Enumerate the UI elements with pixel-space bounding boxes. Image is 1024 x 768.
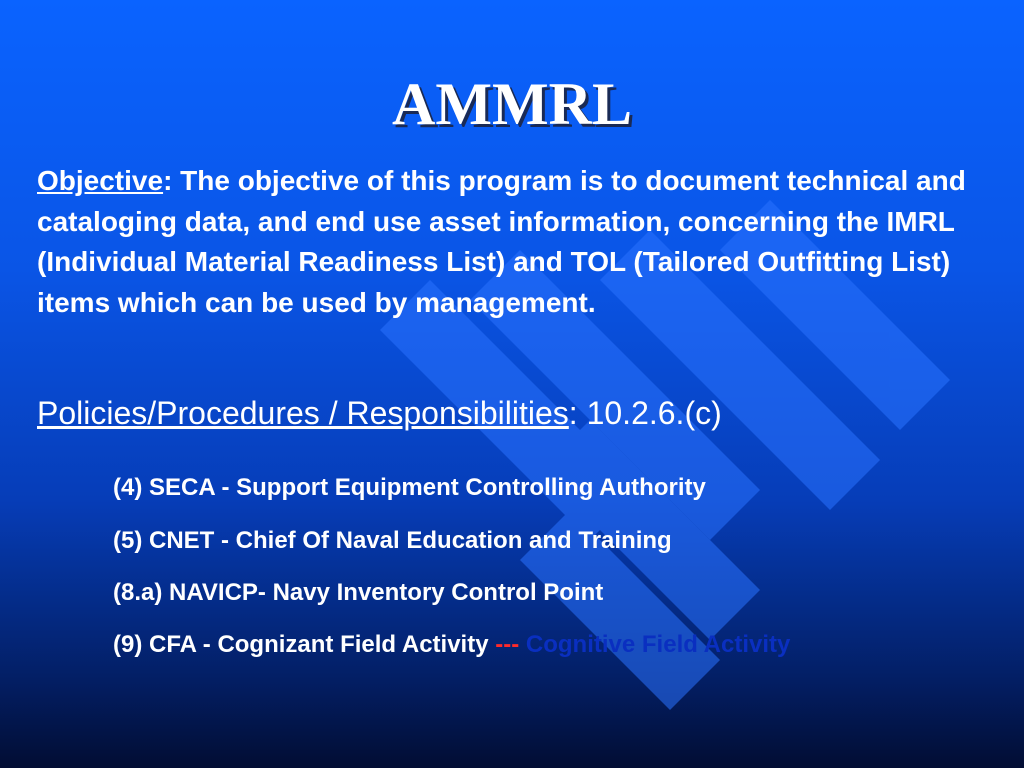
objective-text: The objective of this program is to document technical and cataloging data, and end use asset information, concerning the IMRL (Individual Material Readiness List) and TOL (Tailored Outfitting List) items which can be used by management. [37,165,966,318]
list-item-text: (5) CNET - Chief Of Naval Education and Training [113,527,672,554]
policies-label: Policies/Procedures / Responsibilities [37,395,569,431]
policies-heading [37,392,997,434]
cognitive-field-activity-text: Cognitive Field Activity [519,631,791,658]
objective-colon: : [163,165,173,196]
list-item-text: (8.a) NAVICP- Navy Inventory Control Point [113,579,604,606]
dashes-separator: --- [495,631,520,658]
list-item-text: (4) SECA - Support Equipment Controlling Authority [113,474,706,501]
policies-reference: : 10.2.6.(c) [568,395,722,431]
list-item [113,577,603,609]
list-item [113,525,672,557]
objective-label: Objective [37,165,164,196]
list-item [113,629,790,661]
list-item [113,472,706,504]
objective-paragraph [37,161,987,323]
list-item-text: (9) CFA - Cognizant Field Activity [113,631,496,658]
slide-title: AMMRL [392,71,632,137]
